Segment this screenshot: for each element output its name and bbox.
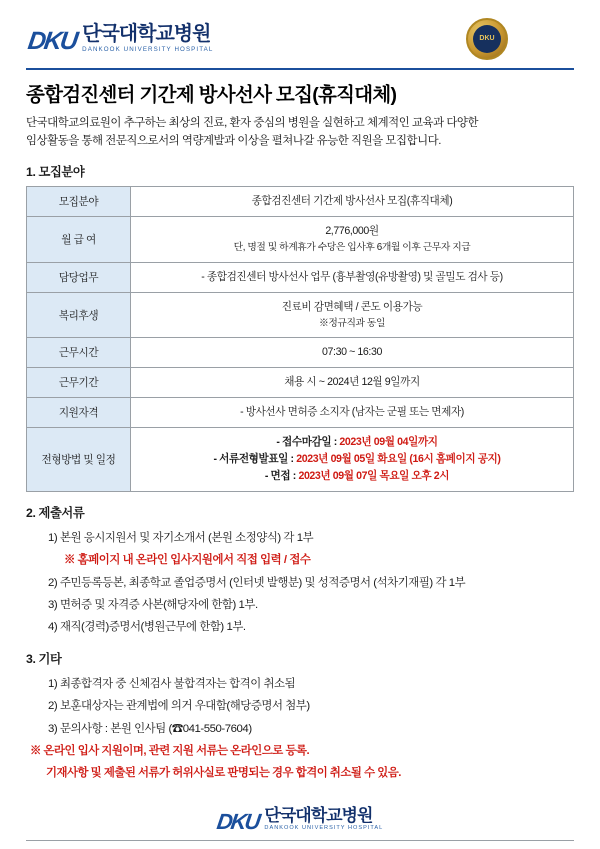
footer-hospital-name-en: DANKOOK UNIVERSITY HOSPITAL [264, 825, 384, 832]
etc-list [26, 673, 574, 740]
intro-line-1: 단국대학교의료원이 추구하는 최상의 진료, 환자 중심의 병원을 실현하고 체계적인 교육과 다양한 [26, 117, 478, 129]
table-row [27, 262, 574, 292]
intro-line-2: 임상활동을 통해 전문직으로서의 역량계발과 이상을 펼쳐나갈 유능한 직원을 모집합니다. [26, 134, 441, 147]
section-1-heading: 1. 모집분야 [26, 165, 85, 180]
page-title: 종합검진센터 기간제 방사선사 모집(휴직대체) [26, 84, 397, 106]
footer-divider [26, 840, 574, 841]
section-3-heading: 3. 기타 [26, 652, 62, 667]
row-value [131, 292, 574, 338]
row-value-line: - 종합검진센터 방사선사 업무 (흉부촬영(유방촬영) 및 골밀도 검사 등) [201, 270, 503, 283]
table-row [27, 368, 574, 398]
online-registration-notice: ※ 온라인 입사 지원이며, 관련 지원 서류는 온라인으로 등록. [30, 744, 310, 757]
row-value-line: 채용 시 ~ 2024년 12월 9일까지 [284, 376, 420, 389]
schedule-prefix: - 서류전형발표일 : [213, 453, 297, 466]
hospital-name-ko: 단국대학교병원 [82, 23, 211, 45]
hospital-logo [28, 24, 213, 54]
document-header [26, 18, 574, 66]
row-value-note: 단, 명절 및 하계휴가 수당은 입사후 6개월 이후 근무자 지급 [233, 242, 471, 254]
schedule-item [145, 468, 569, 485]
dku-logo-mark: DKU [26, 27, 79, 56]
row-value [131, 398, 574, 428]
row-value-line: - 방사선사 면허증 소지자 (남자는 군필 또는 면제자) [240, 406, 464, 419]
emblem-inner-icon: DKU [473, 25, 501, 53]
table-row [27, 398, 574, 428]
row-value [131, 338, 574, 368]
row-value [131, 187, 574, 217]
row-label: 월 급 여 [27, 217, 131, 263]
intro-paragraph [26, 115, 574, 150]
row-value-line: 종합검진센터 기간제 방사선사 모집(휴직대체) [251, 195, 453, 208]
row-value [131, 217, 574, 263]
schedule-prefix: - 면접 : [264, 470, 299, 483]
document-footer [0, 807, 600, 833]
table-row [27, 292, 574, 338]
schedule-date: 2023년 09월 05일 화요일 (16시 홈페이지 공지) [296, 453, 501, 466]
table-row [27, 338, 574, 368]
hospital-name-en: DANKOOK UNIVERSITY HOSPITAL [82, 46, 214, 53]
row-label: 전형방법 및 일정 [27, 428, 131, 492]
row-label: 지원자격 [27, 398, 131, 428]
row-label: 근무시간 [27, 338, 131, 368]
false-info-notice: 기재사항 및 제출된 서류가 허위사실로 판명되는 경우 합격이 취소될 수 있음. [46, 767, 401, 780]
schedule-date: 2023년 09월 07일 목요일 오후 2시 [298, 470, 450, 483]
header-divider [26, 68, 574, 70]
table-row [27, 187, 574, 217]
dku-logo-mark-footer: DKU [215, 809, 261, 834]
list-item: 1) 본원 응시지원서 및 자기소개서 (본원 소정양식) 각 1부 [48, 532, 314, 545]
row-label: 담당업무 [27, 262, 131, 292]
row-value-line: 07:30 ~ 16:30 [322, 346, 382, 359]
schedule-item [145, 451, 569, 468]
footer-hospital-name-ko: 단국대학교병원 [264, 805, 373, 825]
list-item: 4) 재직(경력)증명서(병원근무에 한함) 1부. [48, 621, 246, 633]
row-label: 모집분야 [27, 187, 131, 217]
schedule-item [145, 434, 569, 451]
footer-logo [217, 807, 383, 833]
row-value-note: ※정규직과 동일 [318, 317, 386, 329]
row-value-line: 진료비 감면혜택 / 콘도 이용가능 [281, 300, 423, 313]
schedule-prefix: - 접수마감일 : [276, 436, 340, 449]
row-label: 근무기간 [27, 368, 131, 398]
list-item: 1) 최종합격자 중 신체검사 불합격자는 합격이 취소됨 [48, 678, 296, 691]
row-value [131, 262, 574, 292]
documents-list [26, 527, 574, 638]
online-apply-notice: ※ 홈페이지 내 온라인 입사지원에서 직접 입력 / 접수 [64, 554, 311, 567]
row-value [131, 368, 574, 398]
schedule-cell [131, 428, 574, 492]
list-item: 3) 면허증 및 자격증 사본(해당자에 한함) 1부. [48, 598, 258, 611]
table-row [27, 217, 574, 263]
recruitment-table [26, 186, 574, 492]
list-item: 2) 보훈대상자는 관계법에 의거 우대함(해당증명서 첨부) [48, 700, 310, 713]
table-row-schedule [27, 428, 574, 492]
section-2-heading: 2. 제출서류 [26, 506, 85, 521]
list-item: 3) 문의사항 : 본원 인사팀 (☎041-550-7604) [48, 722, 252, 735]
list-item: 2) 주민등록등본, 최종학교 졸업증명서 (인터넷 발행분) 및 성적증명서 (석차기재필) 각 1부 [48, 576, 466, 589]
university-emblem-icon [466, 18, 508, 60]
schedule-date: 2023년 09월 04일까지 [339, 436, 438, 449]
row-value-line: 2,776,000원 [325, 225, 379, 238]
row-label: 복리후생 [27, 292, 131, 338]
